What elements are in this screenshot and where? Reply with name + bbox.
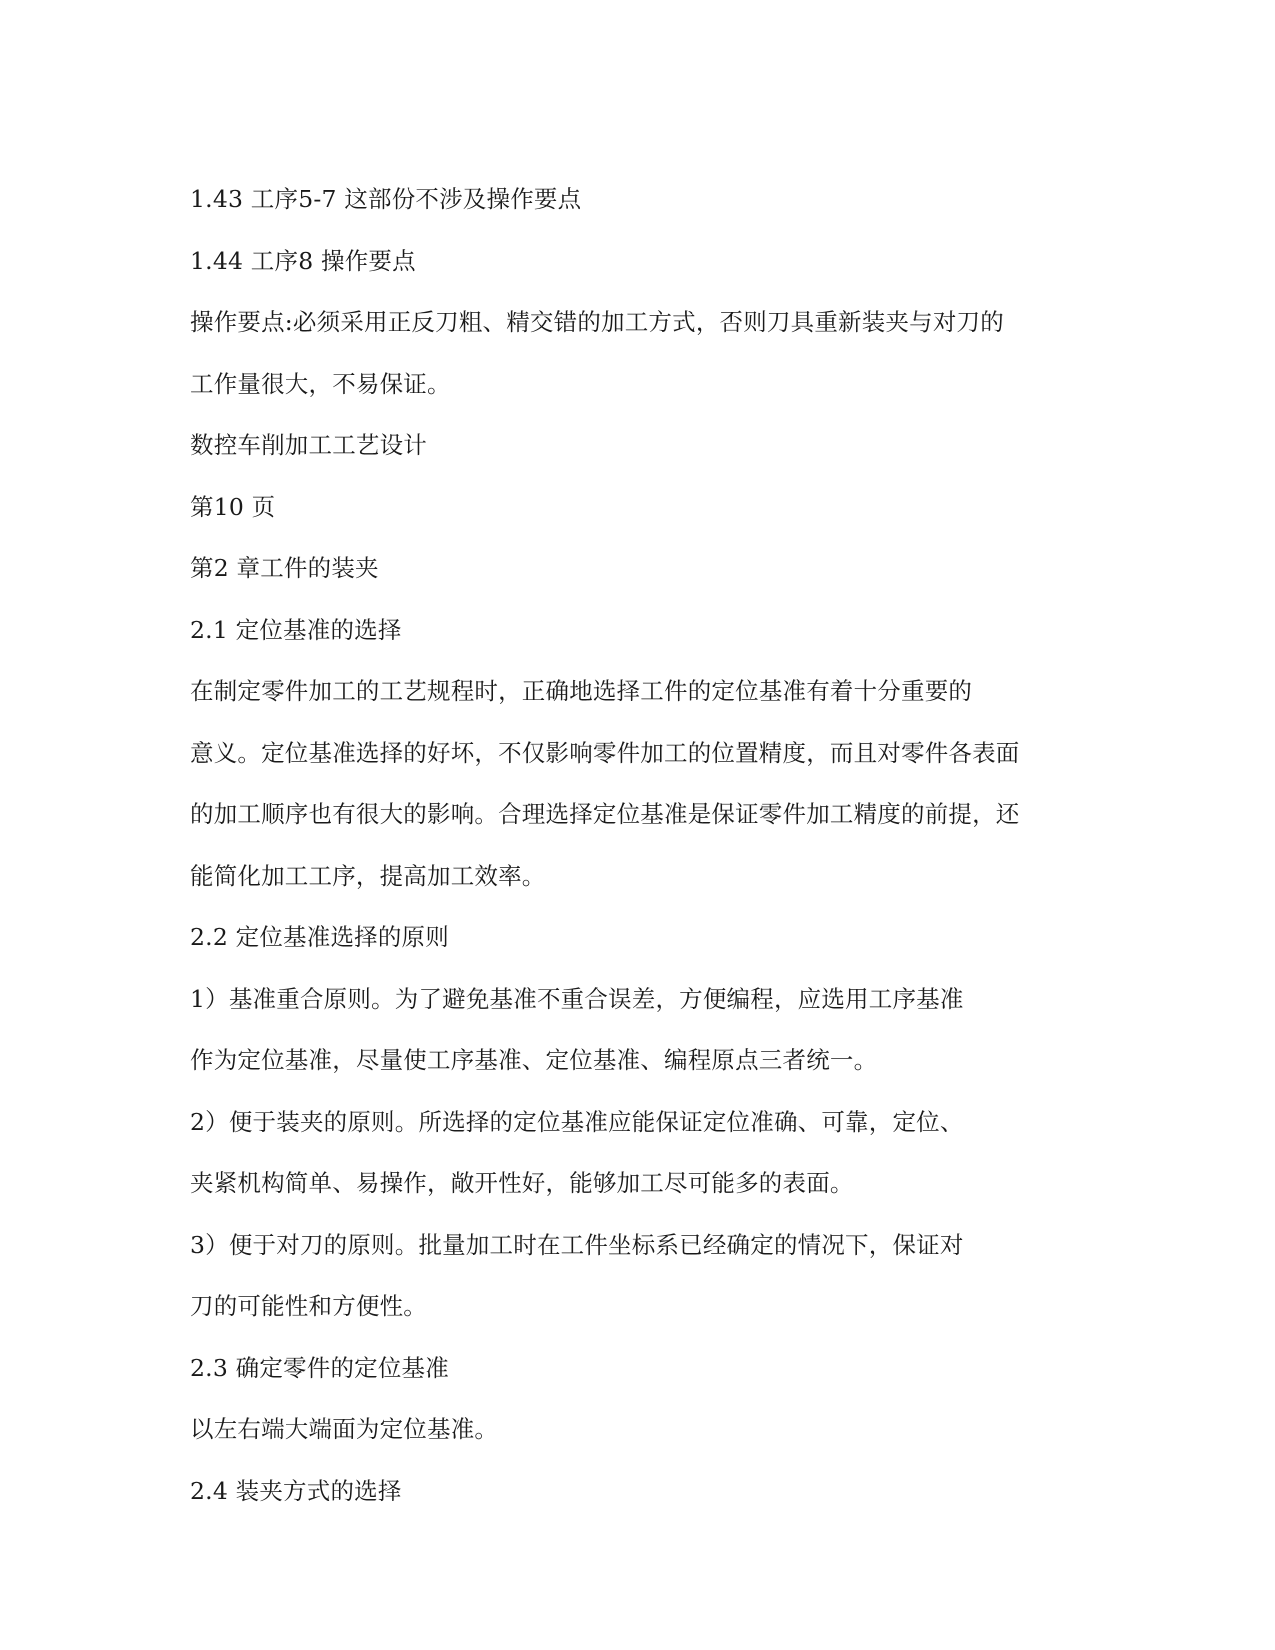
list-item-line: 作为定位基准，尽量使工序基准、定位基准、编程原点三者统一。	[190, 1046, 878, 1074]
paragraph-line: 的加工顺序也有很大的影响。合理选择定位基准是保证零件加工精度的前提，还	[190, 800, 1020, 828]
page-number: 第10 页	[190, 492, 276, 521]
paragraph-line: 在制定零件加工的工艺规程时，正确地选择工件的定位基准有着十分重要的	[190, 677, 973, 705]
heading-1-44: 1.44 工序8 操作要点	[190, 246, 416, 275]
list-item-line: 刀的可能性和方便性。	[190, 1292, 427, 1320]
chapter-title: 第2 章工件的装夹	[190, 554, 379, 582]
heading-2-1: 2.1 定位基准的选择	[190, 615, 402, 644]
paragraph-line: 工作量很大，不易保证。	[190, 369, 451, 398]
heading-1-43: 1.43 工序5-7 这部份不涉及操作要点	[190, 185, 582, 213]
paragraph-line: 以左右端大端面为定位基准。	[190, 1415, 499, 1443]
list-item-line: 2）便于装夹的原则。所选择的定位基准应能保证定位准确、可靠，定位、	[190, 1107, 964, 1136]
heading-2-3: 2.3 确定零件的定位基准	[190, 1353, 449, 1382]
running-title: 数控车削加工工艺设计	[190, 431, 427, 459]
paragraph-line: 意义。定位基准选择的好坏，不仅影响零件加工的位置精度，而且对零件各表面	[190, 738, 1020, 767]
heading-2-2: 2.2 定位基准选择的原则	[190, 923, 449, 951]
paragraph-line: 操作要点:必须采用正反刀粗、精交错的加工方式，否则刀具重新装夹与对刀的	[190, 308, 1004, 336]
list-item-line: 3）便于对刀的原则。批量加工时在工件坐标系已经确定的情况下，保证对	[190, 1230, 964, 1259]
list-item-line: 夹紧机构简单、易操作，敞开性好，能够加工尽可能多的表面。	[190, 1169, 854, 1197]
heading-2-4: 2.4 装夹方式的选择	[190, 1476, 402, 1505]
paragraph-line: 能简化加工工序，提高加工效率。	[190, 861, 546, 890]
list-item-line: 1）基准重合原则。为了避免基准不重合误差，方便编程，应选用工序基准	[190, 984, 964, 1013]
document-body	[190, 169, 1090, 1522]
